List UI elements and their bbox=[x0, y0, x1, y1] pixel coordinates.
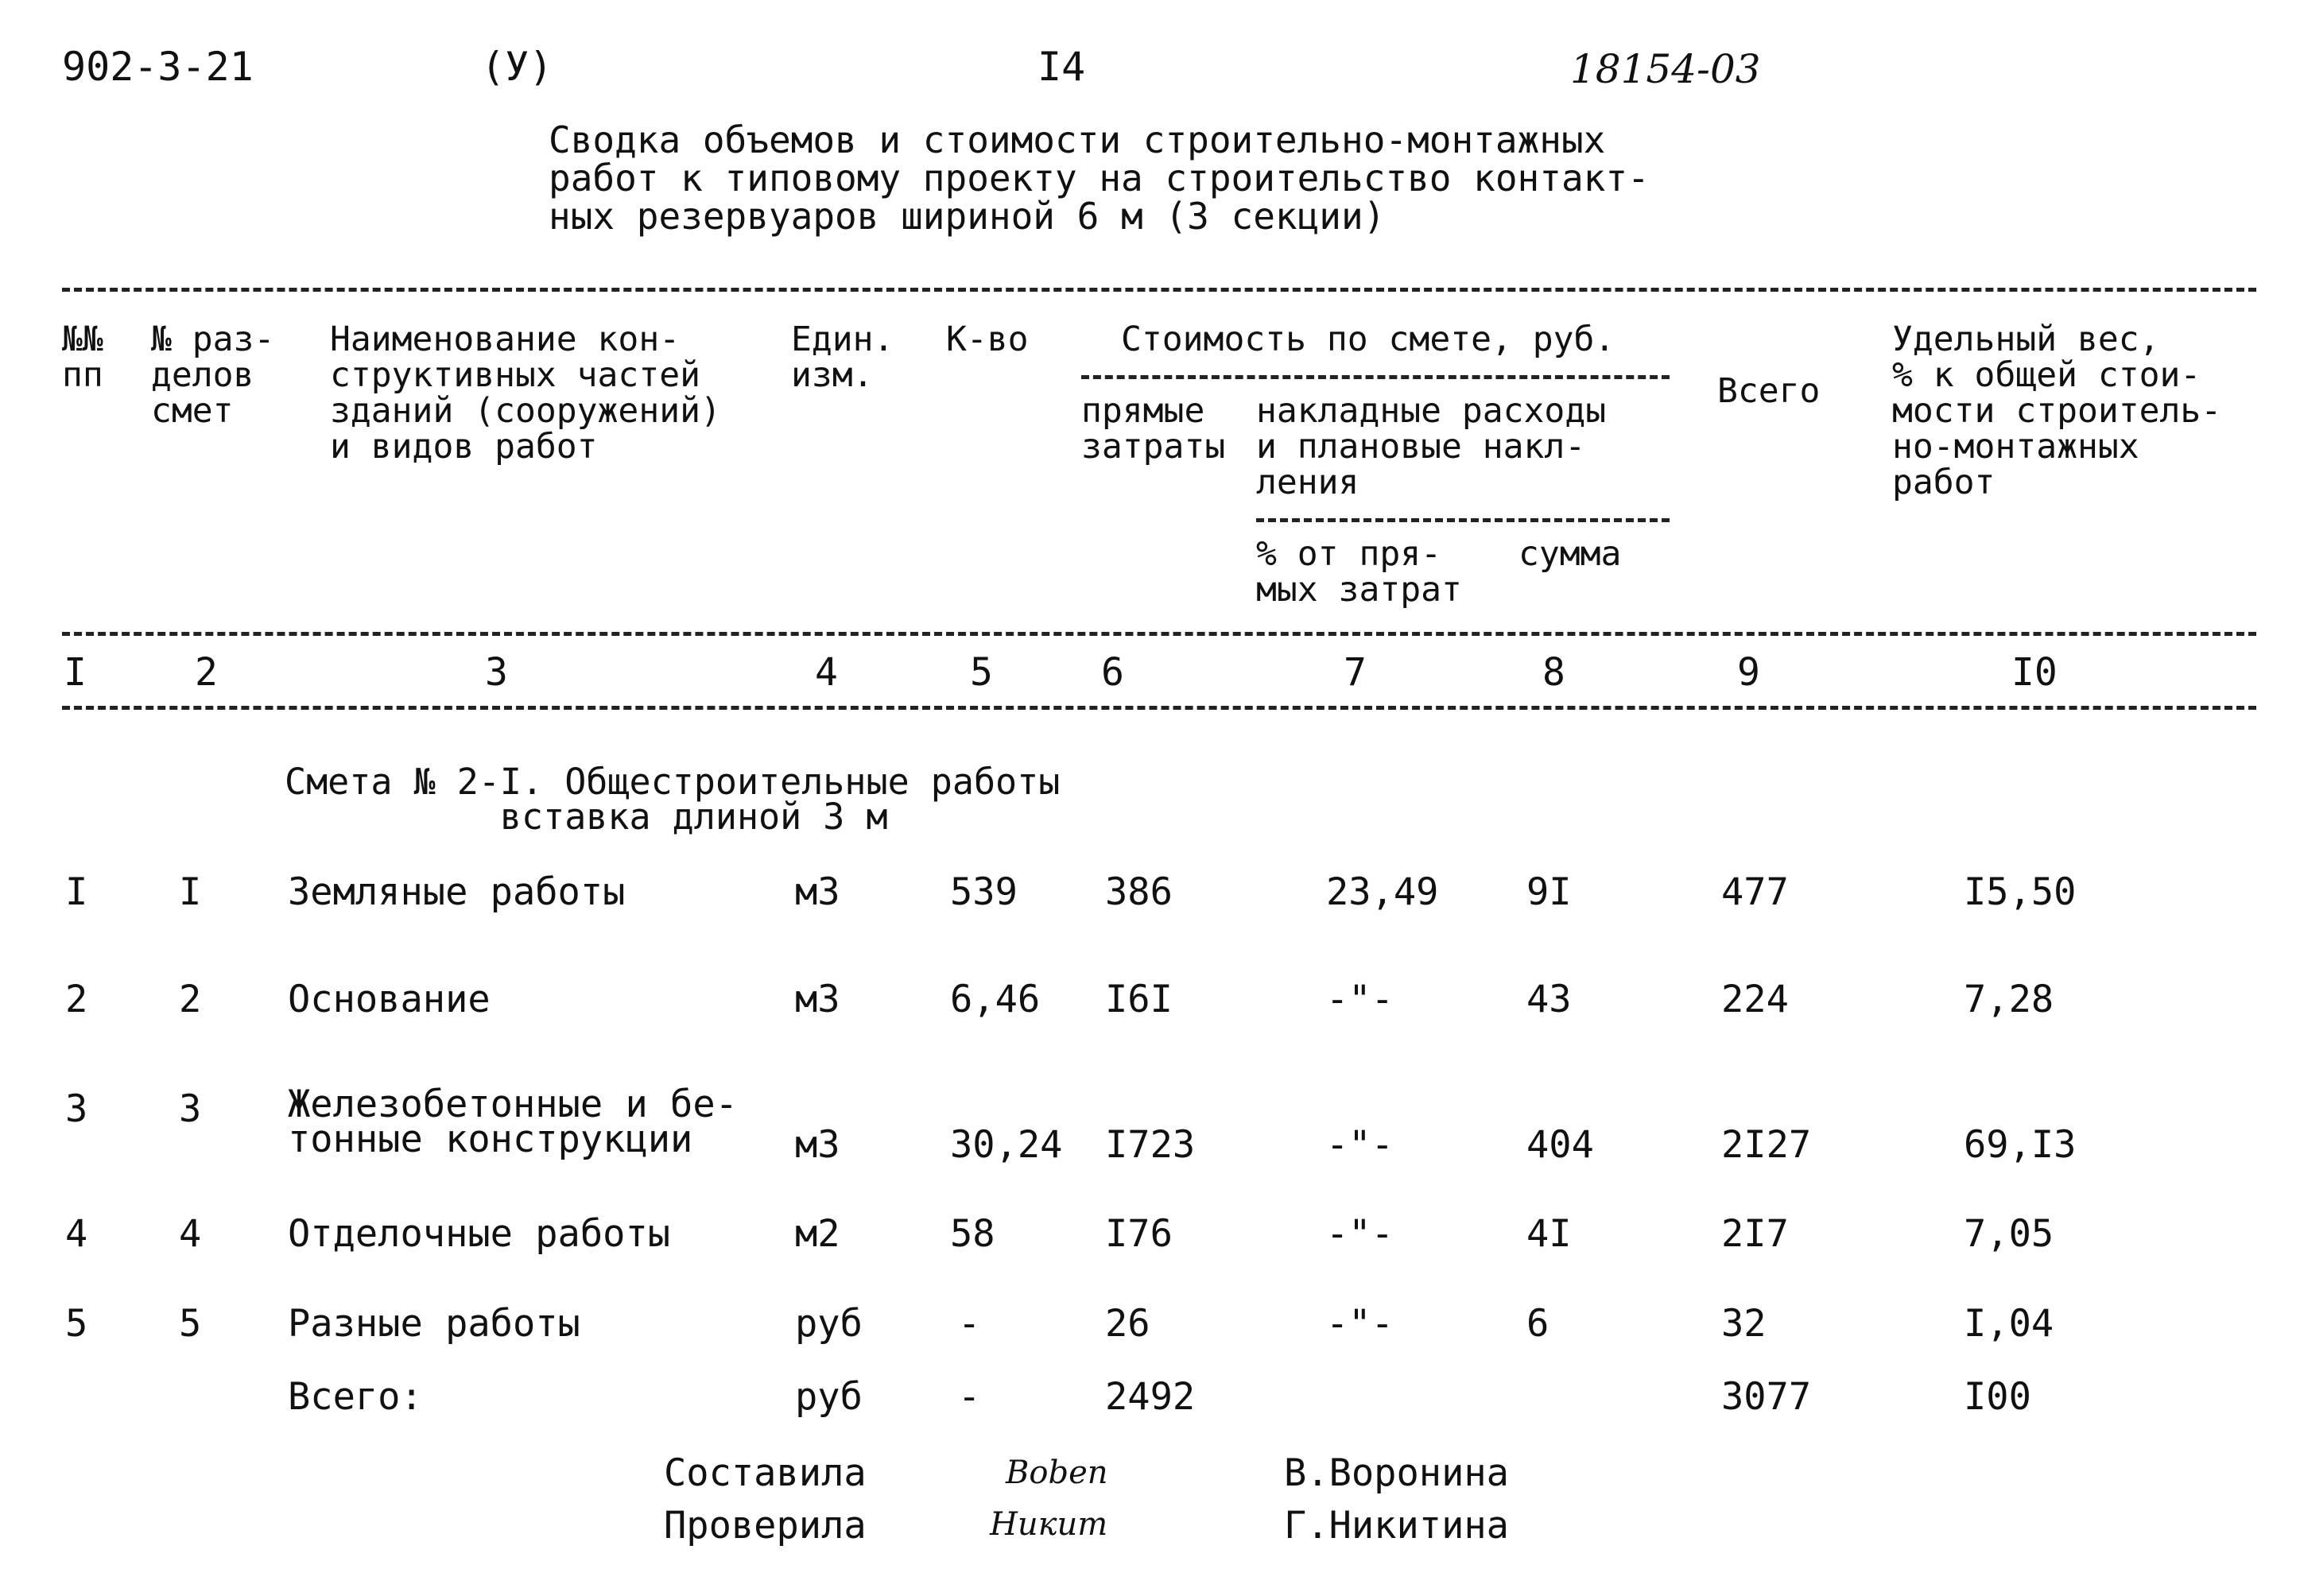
table-row-2-total: 224 bbox=[1721, 978, 1789, 1021]
table-row-1-unit: м3 bbox=[795, 870, 840, 914]
table-top-rule bbox=[62, 288, 2256, 292]
table-row-4-unit: м2 bbox=[795, 1212, 840, 1256]
table-row-1-percent: 23,49 bbox=[1326, 870, 1439, 914]
total-all: 3077 bbox=[1721, 1375, 1812, 1419]
table-row-5-num: 5 bbox=[65, 1302, 88, 1346]
header-overhead-sum: сумма bbox=[1518, 534, 1622, 574]
col-number-5: 5 bbox=[970, 650, 993, 695]
table-row-2-direct: I6I bbox=[1105, 978, 1173, 1021]
table-row-3-qty: 30,24 bbox=[950, 1123, 1063, 1167]
compiled-label: Составила bbox=[664, 1451, 867, 1495]
checked-label: Проверила bbox=[664, 1504, 867, 1548]
header-quantity: К-во bbox=[946, 320, 1029, 359]
table-row-5-name: Разные работы bbox=[288, 1302, 580, 1346]
header-overhead-percent: % от пря- мых затрат bbox=[1256, 534, 1462, 610]
table-row-2-section: 2 bbox=[179, 978, 202, 1021]
table-row-1-qty: 539 bbox=[950, 870, 1018, 914]
table-row-4-direct: I76 bbox=[1105, 1212, 1173, 1256]
table-row-3-total: 2I27 bbox=[1721, 1123, 1812, 1167]
header-section-number: № раз- делов смет bbox=[151, 320, 275, 431]
col-number-6: 6 bbox=[1101, 650, 1124, 695]
table-row-3-percent: -"- bbox=[1326, 1123, 1394, 1167]
col-number-7: 7 bbox=[1344, 650, 1367, 695]
inventory-number: 18154-03 bbox=[1570, 46, 1761, 92]
table-row-2-share: 7,28 bbox=[1964, 978, 2054, 1021]
col-number-4: 4 bbox=[815, 650, 838, 695]
col-number-3: 3 bbox=[485, 650, 508, 695]
total-qty: - bbox=[958, 1375, 981, 1419]
col-number-1: I bbox=[64, 650, 87, 695]
table-row-5-share: I,04 bbox=[1964, 1302, 2054, 1346]
table-row-2-percent: -"- bbox=[1326, 978, 1394, 1021]
header-bottom-rule bbox=[62, 632, 2256, 636]
table-row-1-section: I bbox=[179, 870, 202, 914]
table-row-3-section: 3 bbox=[179, 1087, 202, 1131]
header-share: Удельный вес, % к общей стои- мости строитель- но-монтажных работ bbox=[1892, 320, 2222, 502]
table-row-4-percent: -"- bbox=[1326, 1212, 1394, 1256]
col-number-2: 2 bbox=[195, 650, 218, 695]
table-row-4-num: 4 bbox=[65, 1212, 88, 1256]
table-row-2-num: 2 bbox=[65, 978, 88, 1021]
total-direct: 2492 bbox=[1105, 1375, 1196, 1419]
table-row-3-num: 3 bbox=[65, 1087, 88, 1131]
total-label: Всего: bbox=[288, 1375, 423, 1419]
compiled-signature: Boben bbox=[1006, 1455, 1108, 1491]
table-row-1-direct: 386 bbox=[1105, 870, 1173, 914]
overhead-group-rule bbox=[1256, 518, 1670, 522]
table-row-5-section: 5 bbox=[179, 1302, 202, 1346]
checked-signature: Никит bbox=[990, 1506, 1108, 1543]
table-row-5-sum: 6 bbox=[1526, 1302, 1549, 1346]
estimate-section-title: Смета № 2-I. Общестроительные работы вставка длиной 3 м bbox=[285, 761, 1061, 838]
table-row-5-qty: - bbox=[958, 1302, 981, 1346]
table-row-3-direct: I723 bbox=[1105, 1123, 1196, 1167]
col-number-8: 8 bbox=[1542, 650, 1565, 695]
header-total: Всего bbox=[1717, 371, 1821, 411]
total-unit: руб bbox=[795, 1375, 863, 1419]
table-row-1-sum: 9I bbox=[1526, 870, 1572, 914]
table-row-5-direct: 26 bbox=[1105, 1302, 1150, 1346]
total-share: I00 bbox=[1964, 1375, 2031, 1419]
header-direct-cost: прямые затраты bbox=[1081, 391, 1226, 467]
table-row-2-qty: 6,46 bbox=[950, 978, 1041, 1021]
header-row-number: №№ пп bbox=[62, 320, 103, 395]
document-mark: (У) bbox=[481, 44, 553, 90]
header-cost-group: Стоимость по смете, руб. bbox=[1121, 320, 1615, 359]
table-row-1-total: 477 bbox=[1721, 870, 1789, 914]
col-number-9: 9 bbox=[1737, 650, 1760, 695]
table-row-1-num: I bbox=[65, 870, 88, 914]
table-row-2-name: Основание bbox=[288, 978, 491, 1021]
table-row-3-unit: м3 bbox=[795, 1123, 840, 1167]
table-row-5-total: 32 bbox=[1721, 1302, 1767, 1346]
table-row-4-sum: 4I bbox=[1526, 1212, 1572, 1256]
compiled-name: В.Воронина bbox=[1284, 1451, 1509, 1495]
document-code: 902-3-21 bbox=[62, 44, 254, 90]
table-row-4-total: 2I7 bbox=[1721, 1212, 1789, 1256]
document-title: Сводка объемов и стоимости строительно-монтажных работ к типовому проекту на строительство контакт- ных резервуаров шириной 6 м (3 секции) bbox=[549, 118, 1650, 238]
table-row-3-name: Железобетонные и бе- тонные конструкции bbox=[288, 1083, 738, 1161]
table-row-5-unit: руб bbox=[795, 1302, 863, 1346]
cost-group-rule bbox=[1081, 375, 1670, 379]
table-row-3-share: 69,I3 bbox=[1964, 1123, 2077, 1167]
header-overhead-group: накладные расходы и плановые накл- ления bbox=[1256, 391, 1607, 502]
checked-name: Г.Никитина bbox=[1284, 1504, 1509, 1548]
col-numbers-rule bbox=[62, 706, 2256, 710]
table-row-2-sum: 43 bbox=[1526, 978, 1572, 1021]
page-number: I4 bbox=[1038, 44, 1086, 90]
header-unit: Един. изм. bbox=[791, 320, 894, 395]
table-row-1-share: I5,50 bbox=[1964, 870, 2077, 914]
table-row-5-percent: -"- bbox=[1326, 1302, 1394, 1346]
header-name: Наименование кон- структивных частей зданий (сооружений) и видов работ bbox=[330, 320, 721, 467]
col-number-10: I0 bbox=[2011, 650, 2058, 695]
table-row-4-section: 4 bbox=[179, 1212, 202, 1256]
table-row-1-name: Земляные работы bbox=[288, 870, 626, 914]
table-row-4-name: Отделочные работы bbox=[288, 1212, 671, 1256]
table-row-4-qty: 58 bbox=[950, 1212, 995, 1256]
table-row-3-sum: 404 bbox=[1526, 1123, 1594, 1167]
table-row-2-unit: м3 bbox=[795, 978, 840, 1021]
table-row-4-share: 7,05 bbox=[1964, 1212, 2054, 1256]
